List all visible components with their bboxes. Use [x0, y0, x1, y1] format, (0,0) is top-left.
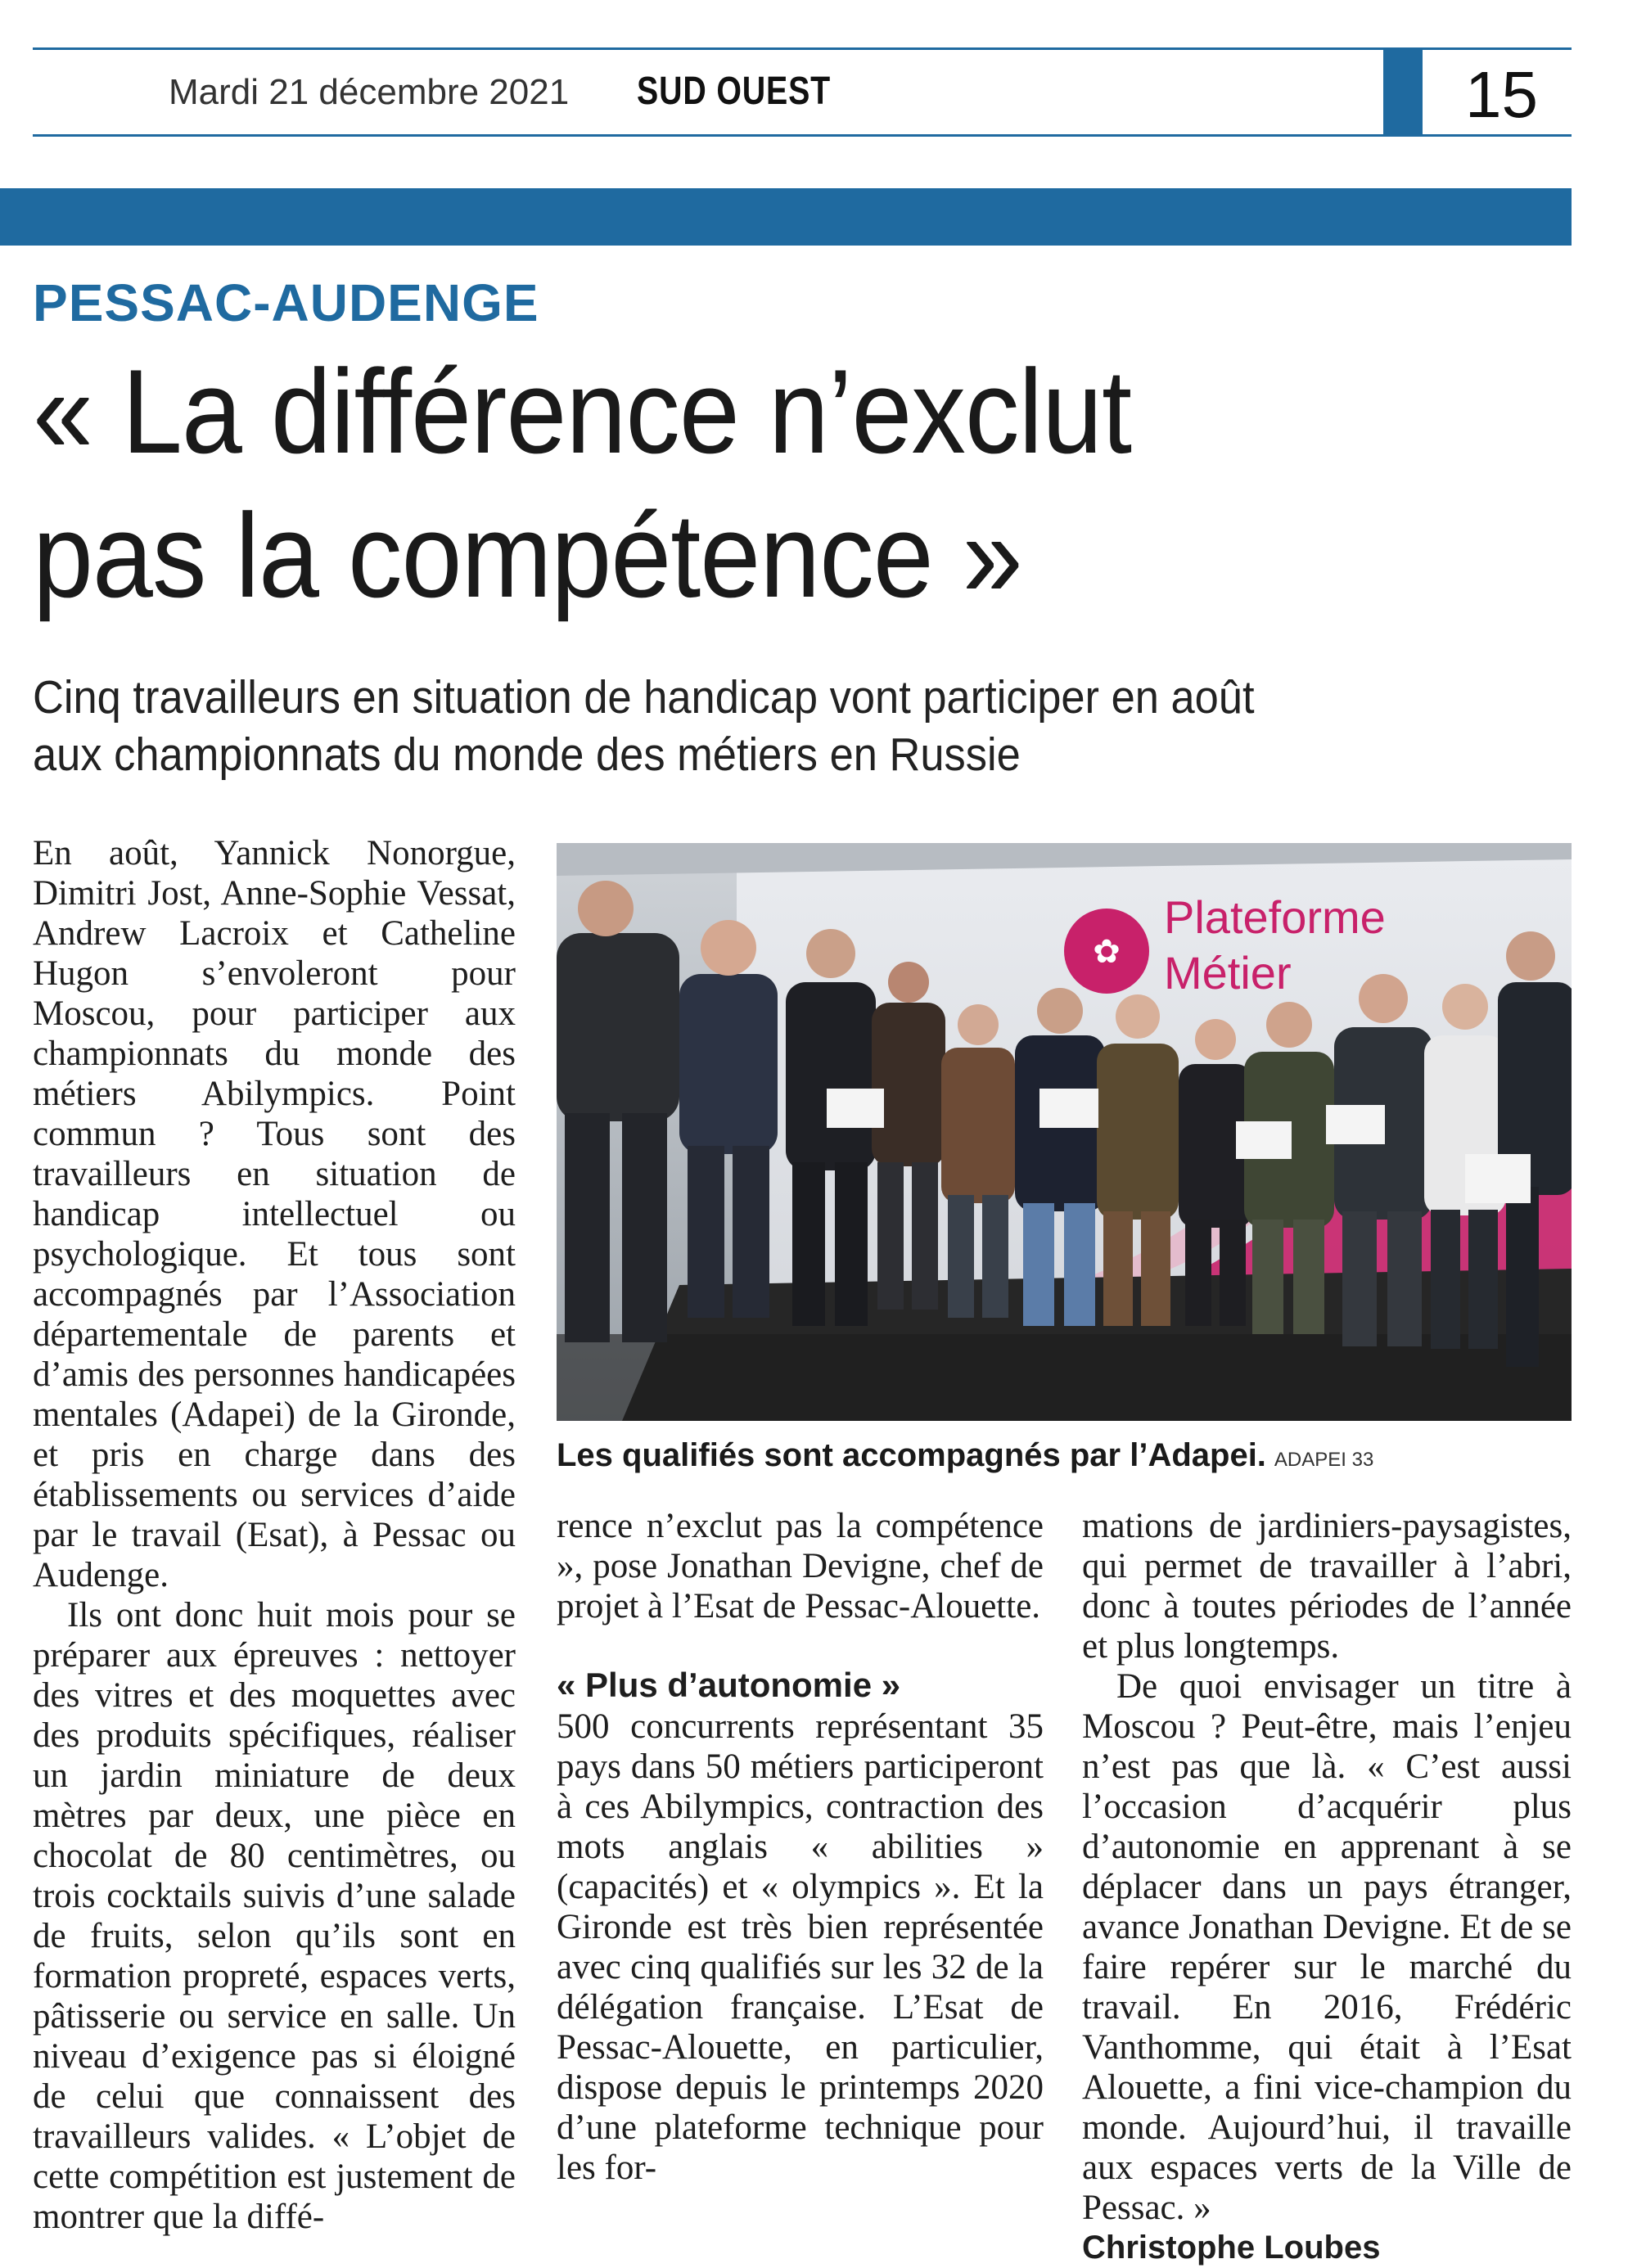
svg-text:✿: ✿ — [1093, 934, 1121, 970]
standfirst-line-1: Cinq travailleurs en situation de handicap vont participer en août — [33, 671, 1255, 724]
headline — [33, 340, 1433, 628]
body-paragraph: 500 concurrents représentant 35 pays dans 50 métiers participeront à ces Abilympics, contraction des mots anglais « abilities » (capacités) et « olympics ». Et la Gironde est très bien représentée avec cinq qualifiés sur les 32 de la délégation française. L’Esat de Pessac-Alouette, en particulier, dispose depuis le printemps 2020 d’une plateforme technique pour les for- — [557, 1707, 1044, 2187]
photo-illustration — [557, 843, 1572, 1421]
section-label: PESSAC-AUDENGE — [33, 273, 539, 332]
page-number: 15 — [1465, 58, 1538, 131]
article-photo — [557, 843, 1572, 1421]
body-paragraph: De quoi envisager un titre à Moscou ? Peut-être, mais l’enjeu n’est pas que là. « C’est aussi l’occasion d’acquérir plus d’autonomie en apprenant à se déplacer dans un pays étranger, avance Jonathan Devigne. Et de se faire repérer sur le marché du travail. En 2016, Frédéric Vanthomme, qui était à l’Esat Alouette, a fini vice-champion du monde. Aujourd’hui, il travaille aux espaces verts de la Ville de Pessac. » — [1082, 1667, 1572, 2227]
body-paragraph: En août, Yannick Nonorgue, Dimitri Jost, Anne-Sophie Vessat, Andrew Lacroix et Catheline Hugon s’envoleront pour Moscou, pour participer aux championnats du monde des métiers Abilympics. Point commun ? Tous sont des travailleurs en situation de handicap intellectuel ou psychologique. Et tous sont accompagnés par l’Association départementale de parents et d’amis des personnes handicapées mentales (Adapei) de la Gironde, et pris en charge dans des établissements ou services d’aide par le travail (Esat), à Pessac ou Audenge. — [33, 834, 516, 1594]
article-column-3 — [1082, 1506, 1572, 2268]
body-paragraph: Ils ont donc huit mois pour se préparer aux épreuves : nettoyer des vitres et des moquettes avec des produits spécifiques, réaliser un jardin miniature de deux mètres par deux, une pièce en chocolat de 80 centimètres, ou trois cocktails suivis d’une salade de fruits, selon qu’ils sont en formation propreté, espaces verts, pâtisserie ou service en salle. Un niveau d’exigence pas si éloigné de celui que connaissent des travailleurs valides. « L’objet de cette compétition est justement de montrer que la diffé- — [33, 1596, 516, 2236]
page-number-tab — [1383, 49, 1423, 134]
body-paragraph: rence n’exclut pas la compétence », pose Jonathan Devigne, chef de projet à l’Esat de Pessac-Alouette. — [557, 1507, 1044, 1625]
banner-text-line-1: Plateforme — [1164, 891, 1386, 943]
issue-date: Mardi 21 décembre 2021 — [169, 72, 570, 112]
article-column-1 — [33, 833, 516, 2237]
photo-caption — [557, 1437, 1373, 1474]
article-column-2 — [557, 1506, 1044, 2188]
body-paragraph: mations de jardiniers-paysagistes, qui permet de travailler à l’abri, donc à toutes périodes de l’année et plus longtemps. — [1082, 1507, 1572, 1666]
photo-credit: ADAPEI 33 — [1274, 1449, 1374, 1471]
headline-line-1: « La différence n’exclut — [33, 345, 1132, 478]
section-color-band — [0, 188, 1572, 246]
standfirst-line-2: aux championnats du monde des métiers en Russie — [33, 728, 1021, 781]
header-top-rule — [33, 47, 1572, 50]
headline-line-2: pas la compétence » — [33, 489, 1022, 622]
author-byline: Christophe Loubes — [1082, 2230, 1381, 2266]
header-bottom-rule — [33, 134, 1572, 137]
caption-text: Les qualifiés sont accompagnés par l’Adapei. — [557, 1437, 1266, 1473]
standfirst — [33, 669, 1449, 783]
newspaper-name: SUD OUEST — [637, 70, 832, 113]
banner-text-line-2: Métier — [1164, 947, 1292, 999]
subheading: « Plus d’autonomie » — [557, 1666, 901, 1704]
